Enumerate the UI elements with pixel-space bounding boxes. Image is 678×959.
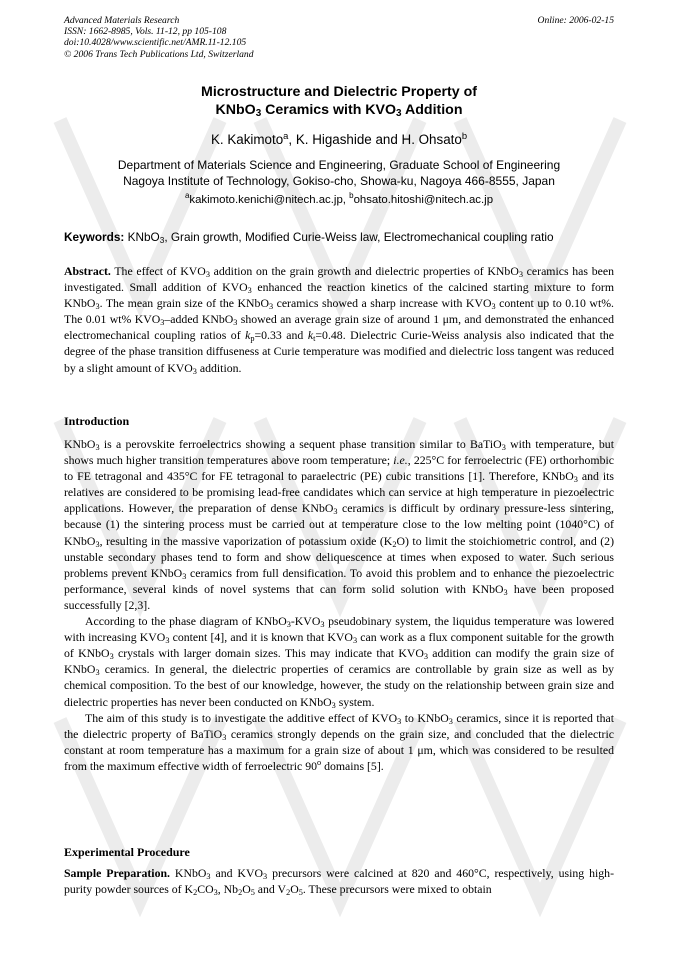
email-link-a[interactable]: kakimoto.kenichi@nitech.ac.jp — [189, 194, 343, 206]
title-line-1: Microstructure and Dielectric Property of — [201, 84, 477, 100]
keywords: Keywords: KNbO$_3$, Grain growth, Modified Curie-Weiss law, Electromechanical coupling ratio — [64, 230, 554, 245]
experimental-heading: Experimental Procedure — [64, 845, 190, 859]
journal-issn: ISSN: 1662-8985, Vols. 11-12, pp 105-108 — [64, 26, 227, 38]
affiliation: Department of Materials Science and Engineering, Graduate School of Engineering Nagoya Institute of Technology, Gokiso-cho, Showa-ku, Nagoya 466-8555, Japan — [117, 158, 561, 188]
intro-paragraph-2: According to the phase diagram of $KNbO_3-KVO_3$ pseudobinary system, the liquidus temperature was lowered with increasing $KVO_3$ content [4], and it is known that $KVO_3$ can work as a flux component suitable for the growth of KNbO$_3$ crystals with larger domain sizes. This may indicate that $KVO_3$ addition can modify the grain size of KNbO$_3$ ceramics. In general, the dielectric properties of ceramics are controllable by grain size as well as by chemical composition. To the best of our knowledge, however, the study on the relationship between grain size and dielectric properties has never been conducted on KNbO$_3$ system. — [64, 614, 614, 710]
email-link-b[interactable]: ohsato.hitoshi@nitech.ac.jp — [353, 194, 494, 206]
journal-copyright: © 2006 Trans Tech Publications Ltd, Switzerland — [64, 48, 254, 60]
title-line-2: KNbO$_3$ Ceramics with $KVO_3$ Addition — [215, 102, 463, 119]
sample-preparation-label: Sample Preparation. — [64, 866, 170, 880]
journal-doi: doi:10.4028/www.scientific.net/AMR.11-12.105 — [64, 37, 247, 49]
abstract: Abstract. The effect of $KVO_3$ addition on the grain growth and dielectric properties of KNbO$_3$ ceramics has been investigated. Small addition of $KVO_3$ enhanced the reaction kinetics of the calcined starting mixture to form KNbO$_3$. The mean grain size of the KNbO$_3$ ceramics showed a sharp increase with $KVO_3$ content up to 0.10 wt%. The 0.01 wt% $KVO_3$–added KNbO$_3$ showed an average grain size of around 1 μm, and demonstrated the enhanced electromechanical coupling ratios of $k_p=0.33$ and $k_t=0.48$. Dielectric Curie-Weiss analysis also indicated that the degree of the phase transition diffuseness at Curie temperature was modified and dielectric loss tangent was reduced by a slight amount of $KVO_3$ addition. — [64, 264, 615, 376]
author-emails: $^a$kakimoto.kenichi@nitech.ac.jp, $^b$ohsato.hitoshi@nitech.ac.jp — [184, 191, 494, 206]
paper-title — [64, 83, 614, 119]
experimental-body: Sample Preparation. KNbO$_3$ and $KVO_3$ precursors were calcined at 820 and 460°C, respectively, using high-purity powder sources of $K_2CO_3$, $Nb_2O_5$ and $V_2O_5$. These precursors were mixed to obtain — [64, 866, 615, 898]
author-list: K. Kakimoto$^a$, K. Higashide and H. Ohsato$^b$ — [210, 131, 468, 147]
introduction-heading: Introduction — [64, 414, 130, 428]
intro-paragraph-3: The aim of this study is to investigate the additive effect of $KVO_3$ to KNbO$_3$ ceramics, since it is reported that the dielectric property of BaTiO$_3$ ceramics strongly depends on the grain size, and concluded that the dielectric constant at room temperature has a maximum for a grain size of about 1 μm, which was considered to be resulted from the maximum effective width of ferroelectric 90$^o$ domains [5]. — [64, 710, 615, 773]
introduction-body — [64, 436, 614, 774]
journal-header — [64, 15, 254, 60]
abstract-label: Abstract. — [64, 264, 111, 278]
intro-paragraph-1: KNbO$_3$ is a perovskite ferroelectrics showing a sequent phase transition similar to BaTiO$_3$ with temperature, but shows much higher transition temperatures above room temperature; i.e., 225°C for ferroelectric (FE) orthorhombic to FE tetragonal and 435°C for FE tetragonal to paraelectric (PE) cubic transitions [1]. Therefore, KNbO$_3$ and its relatives are considered to be promising lead-free candidates which can service at high temperature in piezoelectric applications. However, the preparation of dense KNbO$_3$ ceramics is difficult by ordinary pressure-less sintering, because (1) the sintering process must be carried out at temperature close to the low melting point (1040°C) of KNbO$_3$, resulting in the massive vaporization of potassium oxide $(K_2O)$ to limit the stoichiometric control, and (2) unstable secondary phases tend to form and show deliquescence at times when exposed to water. Such serious problems prevent KNbO$_3$ ceramics from full densification. To avoid this problem and to enhance the piezoelectric performance, several kinds of novel systems that can form solid solution with KNbO$_3$ have been proposed successfully [2,3]. — [64, 437, 615, 612]
journal-name: Advanced Materials Research — [64, 15, 180, 26]
online-date: Online: 2006-02-15 — [537, 15, 614, 26]
